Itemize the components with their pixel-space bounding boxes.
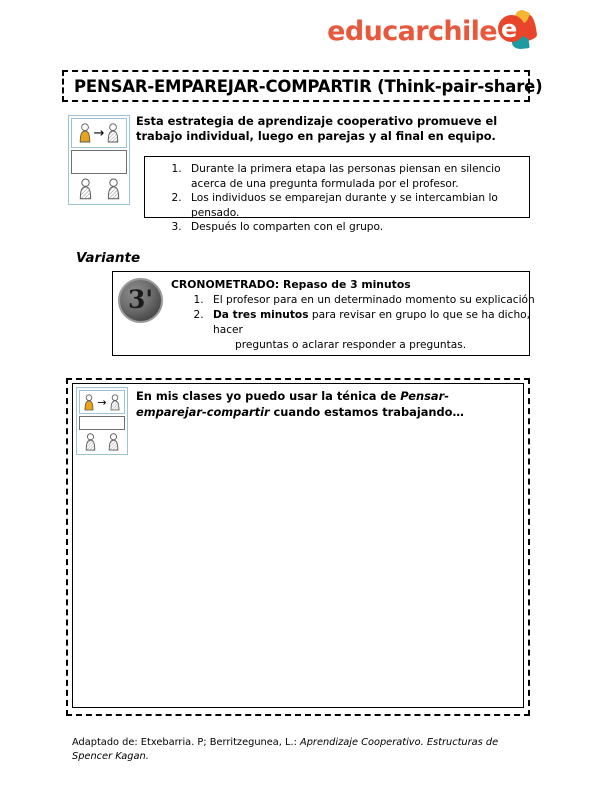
list-item (207, 308, 547, 353)
variante-heading: Variante (76, 250, 141, 266)
person-hatched-icon (107, 178, 120, 200)
activity-prompt-italic-2: compartir (206, 405, 270, 419)
brand-wordmark: educarchile (327, 15, 497, 47)
person-hatched-icon (85, 433, 96, 451)
list-item: 3. Después lo comparten con el grupo. (185, 220, 529, 235)
think-pair-share-pictogram-small (76, 387, 128, 455)
intro-paragraph: Esta estrategia de aprendizaje cooperativo promueve el trabajo individual, luego en parejas y al final en equipo. (136, 114, 498, 143)
pictogram-think-row (71, 118, 127, 148)
variante-box (112, 271, 535, 356)
think-pair-share-pictogram (68, 115, 130, 205)
arrow-right-icon: → (93, 125, 105, 141)
brand-logo (327, 8, 538, 54)
page-title: PENSAR-EMPAREJAR-COMPARTIR (Think-pair-share) (74, 76, 543, 96)
brand-e-letter: e (501, 15, 518, 43)
activity-prompt-italic-1: Pensar-emparejar- (136, 389, 449, 419)
person-hatched-icon (79, 178, 92, 200)
cronometrado-title: CRONOMETRADO: Repaso de 3 minutos (171, 278, 411, 291)
list-item (207, 293, 547, 308)
list-item-continuation: preguntas o aclarar responder a preguntas. (235, 339, 467, 351)
list-item-bold-prefix: Da tres minutos (213, 309, 309, 321)
steps-list (145, 162, 529, 235)
pictogram-think-row (79, 390, 125, 414)
footer-italic: Aprendizaje Cooperativo. Estructuras de Spencer Kagan. (72, 737, 499, 762)
person-hatched-icon (110, 394, 120, 411)
arrow-right-icon: → (97, 395, 107, 409)
cronometrado-list (179, 293, 547, 353)
list-item-text: El profesor para en un determinado momento su explicación (213, 294, 535, 306)
badge-value: 3' (127, 285, 154, 314)
footer-citation (72, 736, 530, 764)
pictogram-share-row (79, 432, 125, 452)
brand-mark-icon (498, 10, 538, 52)
list-item-text: para revisar en grupo lo que se ha dicho, hacer (213, 309, 531, 336)
activity-prompt (136, 388, 496, 420)
three-minute-badge-icon (118, 278, 163, 323)
person-hatched-icon (107, 123, 119, 143)
activity-prompt-plain-1: En mis clases yo puedo usar la ténica de (136, 389, 401, 403)
person-hatched-icon (108, 433, 119, 451)
person-filled-orange-icon (84, 394, 94, 411)
activity-dashed-frame (66, 378, 530, 716)
footer-plain: Adaptado de: Etxebarria. P; Berritzegunea, L.: (72, 737, 300, 748)
activity-prompt-plain-2: cuando estamos trabajando… (269, 405, 464, 419)
list-item: 2. Los individuos se emparejan durante y se intercambian lo pensado. (185, 191, 529, 220)
pictogram-share-row (71, 176, 127, 202)
list-item: 1. Durante la primera etapa las personas piensan en silencio acerca de una pregunta formulada por el profesor. (185, 162, 529, 191)
page-title-box (62, 70, 543, 102)
pictogram-board (79, 416, 125, 430)
steps-box (144, 156, 530, 233)
person-filled-orange-icon (79, 123, 91, 143)
pictogram-board (71, 150, 127, 174)
